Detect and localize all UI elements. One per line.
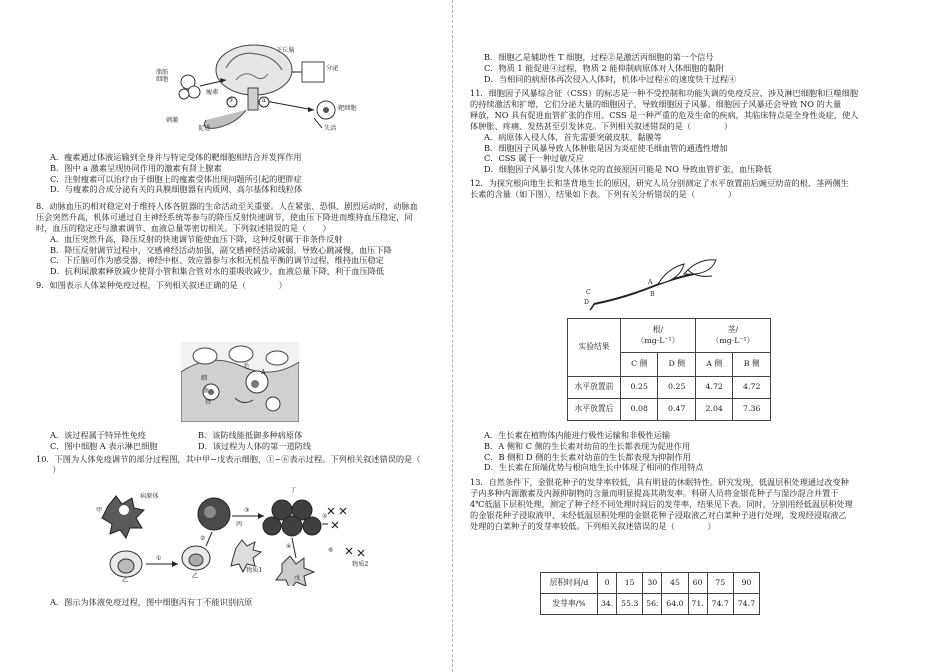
q9-option: C．图中细胞 A 表示淋巴细胞 [50, 440, 158, 451]
q8-option: D．抗利尿激素释放减少使肾小管和集合管对水的重吸收减少，血液总量下降，利于血压降低 [50, 266, 385, 277]
cell-rate: 71. [688, 594, 707, 615]
column-divider [452, 0, 453, 672]
table-side-a: A 侧 [695, 353, 732, 377]
label-side-c: C [586, 289, 591, 296]
cell-day: 75 [707, 573, 733, 594]
q12-options-and-q13 [470, 430, 894, 531]
table-row [541, 594, 760, 615]
q9-options [36, 430, 440, 475]
label-step-4: ④ [286, 543, 292, 550]
table-header-result: 实验结果 [568, 319, 621, 377]
q7-option: A．瘦素通过体液运输到全身并与特定受体的靶细胞相结合并发挥作用 [50, 152, 302, 162]
label-promote: 促进 [198, 125, 211, 132]
q10-continued [470, 52, 894, 200]
q8-option: A．血压突然升高，降压反射的快速调节能使血压下降，这种反射属于非条件反射 [50, 233, 343, 244]
q10-stem-line: ） [36, 464, 61, 475]
cell-rate: 55.3 [617, 594, 643, 615]
q11-option: B．细胞因子风暴导致人体肿胀是因为炎症使毛细血管的通透性增加 [484, 142, 728, 153]
cell-d: 0.25 [658, 377, 696, 399]
q11-stem-line: 体肿胀、疼痛、发热甚至引发休克。下列相关叙述错误的是（ ） [470, 120, 733, 131]
table-side-b: B 侧 [733, 353, 771, 377]
q13-germination-table [540, 572, 760, 615]
cell-day: 30 [643, 573, 662, 594]
q9-option: D．该过程为人体的第一道防线 [198, 440, 312, 451]
cell-a: 2.04 [695, 399, 732, 421]
q11-stem-line: 释放，NO 具有促进血管扩张的作用。CSS 是一种严重的危及生命的疾病，其临床特点是全身性炎症，使人 [470, 110, 859, 121]
q10-stem-line: 10．下图为人体免疫调节的部分过程图，其中甲~戊表示细胞，①~⑥表示过程。下列相关叙述错误的是（ [36, 453, 421, 464]
q7-option: D．与瘦素的合成分泌有关的具膜细胞器有内质网、高尔基体和线粒体 [50, 184, 303, 195]
q8-stem-line: 时，血压的稳定还与激素调节、血液总量等密切相关。下列叙述错误的是（ ） [36, 222, 331, 233]
cell-b: 4.72 [733, 377, 771, 399]
table-header-root-label: 根/ [652, 325, 664, 335]
label-stimulus: 刺激 [166, 117, 179, 124]
cell-rate: 74.7 [733, 594, 759, 615]
question-13 [470, 477, 894, 531]
label-target-cell: 靶细胞 [338, 105, 357, 112]
label-cell-a: A [261, 369, 266, 376]
q13-stem-line: 子内多种内源激素及内源抑制物的含量而明显提高其萌发率。科研人员将金银花种子与湿沙混合并置于 [470, 488, 839, 499]
humoral-diagram [96, 488, 378, 586]
label-side-a: A [648, 279, 653, 286]
figure-humoral-immunity [96, 488, 378, 586]
label-substance-2: 物质2 [352, 561, 369, 568]
q12-option: B．A 侧和 C 侧的生长素对幼苗的生长都表现为促进作用 [484, 440, 691, 451]
label-step-5: ⑤ [322, 513, 328, 520]
q7-option: C．注射瘦素可以治疗由于细胞上的瘦素受体出现问题所引起的肥胖症 [50, 173, 302, 184]
table-row [568, 377, 771, 399]
figure-pea-seedling [584, 256, 728, 312]
label-secretion: 分泌 [326, 65, 339, 72]
label-circle-3: ③ [228, 97, 234, 104]
table-header-stem-unit: （mg·L⁻¹） [711, 335, 755, 345]
q12-stem-line: 12．为探究根向地生长和茎背地生长的原因，研究人员分别测定了水平放置前后豌豆幼苗的根、茎两侧生 [470, 178, 849, 189]
label-pathogen: 病原体 [140, 493, 159, 500]
label-bing: 丙 [236, 521, 243, 528]
label-capillary-1: 毛 [243, 363, 250, 370]
q8-stem-line: 压会突然升高，机体可通过自主神经系统等参与的降压反射快速调节，使血压下降进而维持血压稳定，同 [36, 212, 413, 223]
label-wu: 戊 [294, 575, 301, 582]
q12-option: C．B 侧和 D 侧的生长素对幼苗的生长都表现为抑制作用 [484, 451, 691, 462]
table-row [541, 573, 760, 594]
q13-stem-line: 处理的白菜种子的发芽率较低。下列相关叙述错误的是（ ） [470, 520, 716, 531]
cell-rate: 74.7 [707, 594, 733, 615]
cell-c: 0.25 [621, 377, 658, 399]
row-label: 水平放置前 [568, 377, 621, 399]
q7-option: B．图中 a 激素呈现协同作用的激素有肾上腺素 [50, 162, 222, 173]
cell-rate: 64.0 [662, 594, 688, 615]
label-step-1: ① [156, 555, 162, 562]
cell-day: 0 [598, 573, 617, 594]
table-header-stem-label: 茎/ [727, 325, 739, 335]
q10-option: C．物质 1 能促进④过程，物质 2 能抑制病原体对人体细胞的黏附 [484, 62, 724, 73]
row-label: 层积时间/d [541, 573, 598, 594]
q11-option: D．细胞因子风暴引发人体休克的直接原因可能是 NO 导致血管扩张，血压降低 [484, 164, 772, 175]
q12-option: D．生长素在顶端优势与根向地生长中体现了相同的作用特点 [484, 462, 704, 473]
q9-stem: 9．如图表示人体某种免疫过程，下列相关叙述正确的是（ ） [36, 280, 287, 291]
leptin-diagram [164, 40, 374, 135]
label-fat-cell: 脂肪细胞 [156, 69, 169, 83]
q10-option: D．当相同的病原体再次侵入人体时，机体中过程⑥的速度快于过程④ [484, 73, 737, 84]
label-jia: 甲 [96, 507, 103, 514]
row-label: 发芽率/% [541, 594, 598, 615]
row-label: 水平放置后 [568, 399, 621, 421]
cell-day: 45 [662, 573, 688, 594]
label-substance-1: 物质1 [246, 567, 263, 574]
label-leptin: 瘦素 [206, 89, 219, 96]
q13-stem-line: 4℃低温下层积处理，测定了种子经不同处理时间后的发芽率，结果见下表。同时，分别用经低温层积处理 [470, 498, 853, 509]
seedling-diagram [588, 256, 728, 312]
label-yi-left: 乙 [122, 577, 129, 584]
table-header-root-unit: （mg·L⁻¹） [636, 335, 680, 345]
q10-option: A．图示为体液免疫过程，图中细胞丙有丁不能识别抗原 [50, 597, 253, 607]
cell-rate: 56. [643, 594, 662, 615]
q11-stem-line: 11．细胞因子风暴综合征（CSS）的标志是一种不受控制和功能失调的免疫反应，涉及淋巴细胞和巨噬细胞 [470, 88, 859, 99]
figure-leptin-regulation [156, 40, 374, 135]
cell-day: 15 [617, 573, 643, 594]
q12-auxin-table [567, 318, 771, 421]
cell-c: 0.08 [621, 399, 658, 421]
label-capillary-3: 血 [203, 387, 210, 394]
cell-day: 60 [688, 573, 707, 594]
table-row [568, 399, 771, 421]
label-yi-mid: 乙 [192, 573, 199, 580]
q9-options-row [36, 441, 440, 452]
label-hypothalamus: 下丘脑 [276, 47, 295, 54]
figure-capillary-immune [181, 342, 299, 422]
cell-rate: 34. [598, 594, 617, 615]
q9-option: A．该过程属于特异性免疫 [50, 430, 146, 440]
label-capillary-4: 管 [205, 399, 212, 406]
question-8 [36, 201, 440, 277]
q9-options-row [36, 430, 440, 441]
label-ding: 丁 [290, 487, 297, 494]
q12-stem-line: 长素的含量（如下图），结果如下表。下列有关分析错误的是（ ） [470, 188, 737, 199]
label-step-3: ③ [244, 507, 250, 514]
label-side-b: B [650, 291, 655, 298]
table-side-d: D 侧 [658, 353, 696, 377]
question-11 [470, 88, 894, 175]
q8-option: C．下丘脑可作为感受器、神经中枢、效应器参与水和无机盐平衡的调节过程，维持血压稳定 [50, 255, 384, 266]
cell-a: 4.72 [695, 377, 732, 399]
q11-stem-line: 的持续激活和扩增，它们分泌大量的细胞因子，导致细胞因子风暴。细胞因子风暴还会导致 NO 的大量 [470, 99, 842, 110]
question-12 [470, 178, 894, 200]
cell-b: 7.36 [733, 399, 771, 421]
q8-option: B．降压反射调节过程中，交感神经活动加强，副交感神经活动减弱，导致心跳减慢，血压下降 [50, 244, 392, 255]
table-side-c: C 侧 [621, 353, 658, 377]
table-header-stem [695, 319, 770, 353]
q13-stem-line: 13．自然条件下，金银花种子的发芽率较低，具有明显的休眠特性。研究发现，低温层积处理通过改变种 [470, 477, 849, 488]
cell-d: 0.47 [658, 399, 696, 421]
q12-option: A．生长素在植物体内能进行极性运输和非极性运输 [484, 430, 671, 440]
q8-stem-line: 8．动脉血压的相对稳定对于维持人体各脏器的生命活动至关重要。人在紧张、恐惧、剧烈运动时，动脉血 [36, 201, 418, 212]
label-circle-a: a [262, 97, 266, 104]
q11-option: C．CSS 属于一种过敏反应 [484, 153, 584, 164]
table-header-root [621, 319, 696, 353]
q10-option: B．细胞乙是辅助性 T 细胞，过程②是激活丙细胞的第一个信号 [484, 52, 714, 62]
label-lose: 失活 [324, 125, 337, 132]
label-step-6: ⑥ [328, 547, 334, 554]
label-capillary-2: 细 [201, 375, 208, 382]
q9-option: B．该防线能抵御多种病原体 [198, 430, 303, 440]
label-side-d: D [584, 299, 589, 306]
q11-option: A．病原体入侵人体，首先需要突破皮肤、黏膜等 [484, 131, 662, 142]
q7-options [36, 152, 440, 291]
q13-stem-line: 的金银花种子浸取液甲、未经低温层积处理的金银花种子浸取液乙对白菜种子进行处理，发现经浸取液乙 [470, 509, 847, 520]
capillary-diagram [181, 342, 299, 422]
label-step-2: ② [200, 535, 206, 542]
cell-day: 90 [733, 573, 759, 594]
